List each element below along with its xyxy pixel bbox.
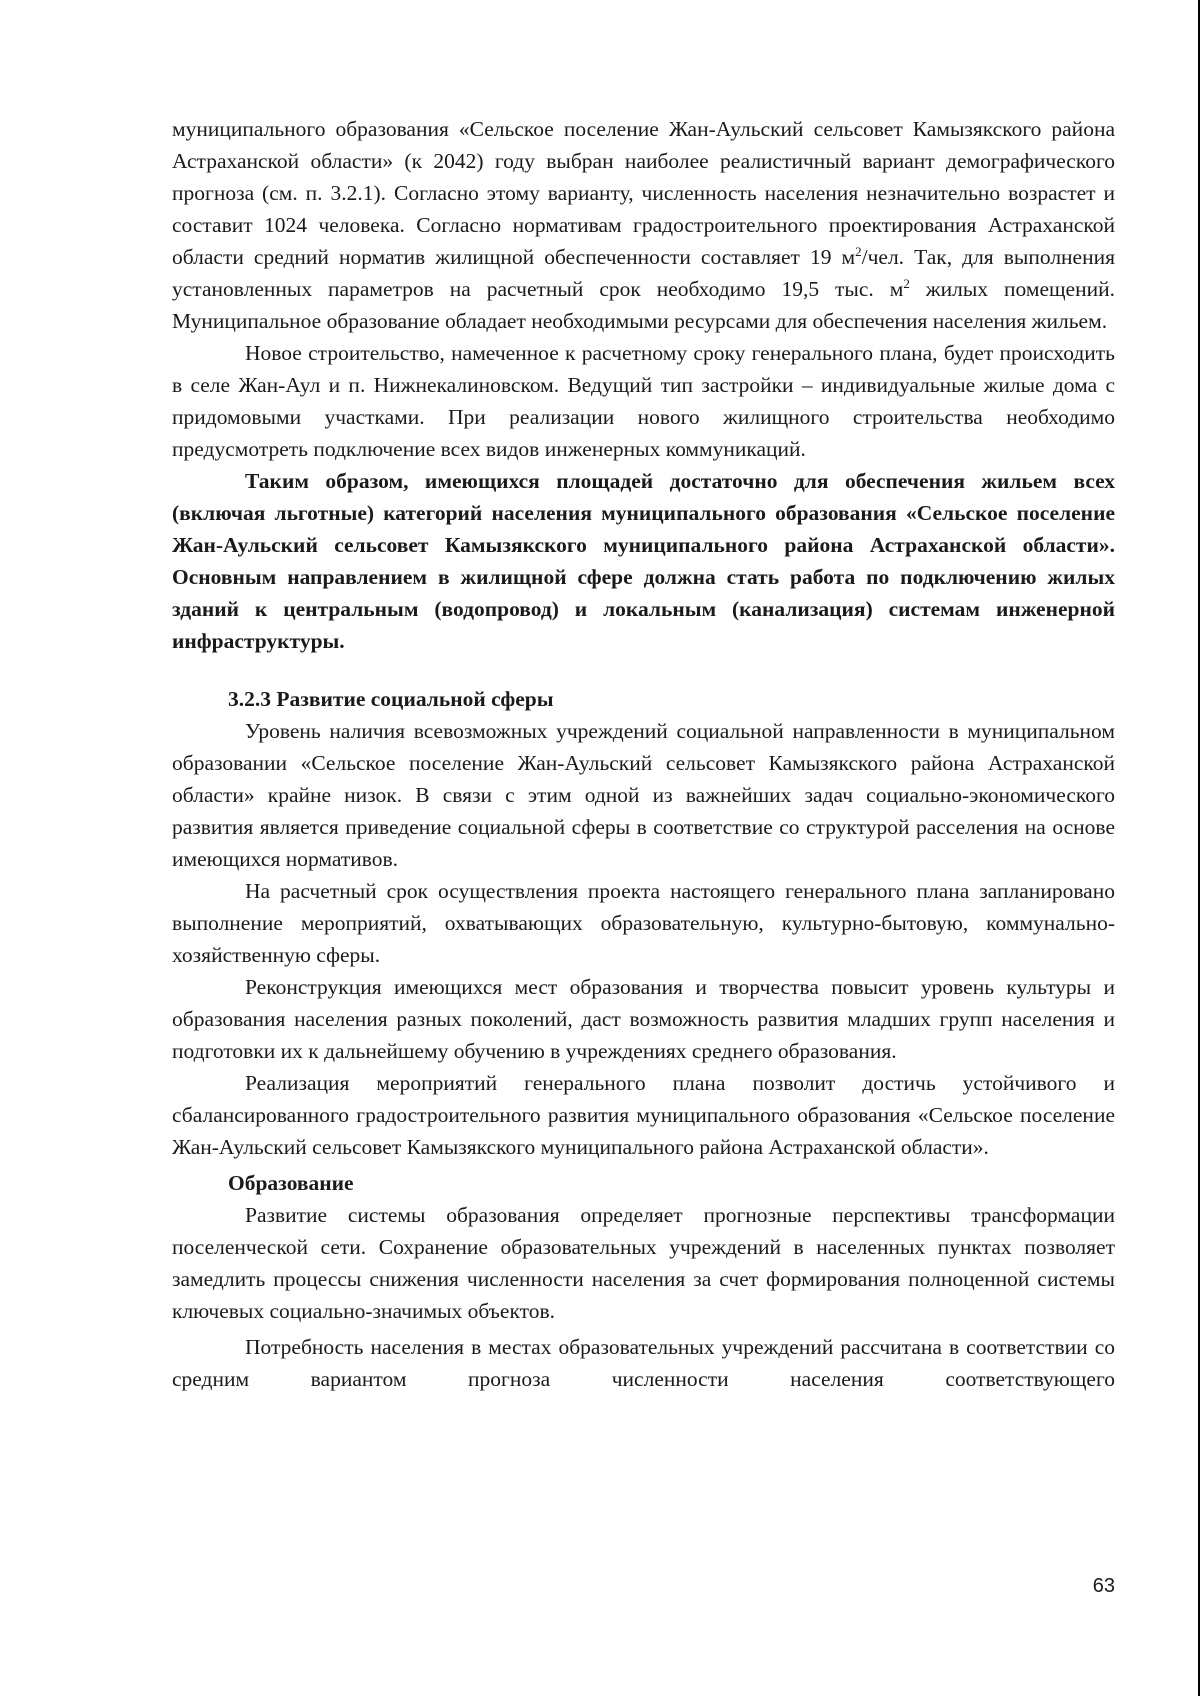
paragraph-new-construction: Новое строительство, намеченное к расчетному сроку генерального плана, будет происходить в селе Жан-Аул и п. Нижнекалиновском. Ведущий тип застройки – индивидуальные жилые дома с придомовыми участками. При реализации нового жилищного строительства необходимо предусмотреть подключение всех видов инженерных коммуникаций. (172, 341, 1115, 461)
paragraph-social-level: Уровень наличия всевозможных учреждений социальной направленности в муниципальном образовании «Сельское поселение Жан-Аульский сельсовет Камызякского района Астраханской области» крайне низок. В связи с этим одной из важнейших задач социально-экономического развития является приведение социальной сферы в соответствие со структурой расселения на основе имеющихся нормативов. (172, 719, 1115, 871)
superscript-square-2: 2 (903, 275, 910, 291)
subheading-education: Образование (228, 1171, 354, 1195)
paragraph-housing-forecast-text-1: муниципального образования «Сельское поселение Жан-Аульский сельсовет Камызякского района Астраханской области» (к 2042) году выбран наиболее реалистичный вариант демографического прогноза (см. п. 3.2.1). Согласно этому варианту, численность населения незначительно возрастет и составит 1024 человека. Согласно нормативам градостроительного проектирования Астраханской области средний норматив жилищной обеспеченности составляет 19 м (172, 117, 1115, 269)
section-heading-social: 3.2.3 Развитие социальной сферы (228, 687, 554, 711)
paragraph-housing-forecast-text-3: жилых помещений. Муниципальное образование обладает необходимыми ресурсами для обеспечения населения жильем. (172, 277, 1115, 333)
page-number: 63 (1092, 1575, 1115, 1597)
superscript-square-1: 2 (855, 243, 862, 259)
paragraph-housing-forecast-text-2: /чел. Так, для выполнения установленных параметров на расчетный срок необходимо 19,5 тыс. м (172, 245, 1115, 301)
paragraph-housing-forecast (172, 113, 1115, 337)
paragraph-reconstruction: Реконструкция имеющихся мест образования и творчества повысит уровень культуры и образования населения разных поколений, даст возможность развития младших групп населения и подготовки их к дальнейшему обучению в учреждениях среднего образования. (172, 975, 1115, 1063)
paragraph-education-system: Развитие системы образования определяет прогнозные перспективы трансформации поселенческой сети. Сохранение образовательных учреждений в населенных пунктах позволяет замедлить процессы снижения численности населения за счет формирования полноценной системы ключевых социально-значимых объектов. (172, 1203, 1115, 1323)
paragraph-education-demand: Потребность населения в местах образовательных учреждений рассчитана в соответствии со средним вариантом прогноза численности населения соответствующего (172, 1335, 1115, 1391)
paragraph-implementation: Реализация мероприятий генерального плана позволит достичь устойчивого и сбалансированного градостроительного развития муниципального образования «Сельское поселение Жан-Аульский сельсовет Камызякского муниципального района Астраханской области». (172, 1071, 1115, 1159)
paragraph-housing-conclusion: Таким образом, имеющихся площадей достаточно для обеспечения жильем всех (включая льготные) категорий населения муниципального образования «Сельское поселение Жан-Аульский сельсовет Камызякского муниципального района Астраханской области». Основным направлением в жилищной сфере должна стать работа по подключению жилых зданий к центральным (водопровод) и локальным (канализация) системам инженерной инфраструктуры. (172, 469, 1115, 653)
paragraph-planned-measures: На расчетный срок осуществления проекта настоящего генерального плана запланировано выполнение мероприятий, охватывающих образовательную, культурно-бытовую, коммунально-хозяйственную сферы. (172, 879, 1115, 967)
document-body (172, 113, 1115, 1395)
